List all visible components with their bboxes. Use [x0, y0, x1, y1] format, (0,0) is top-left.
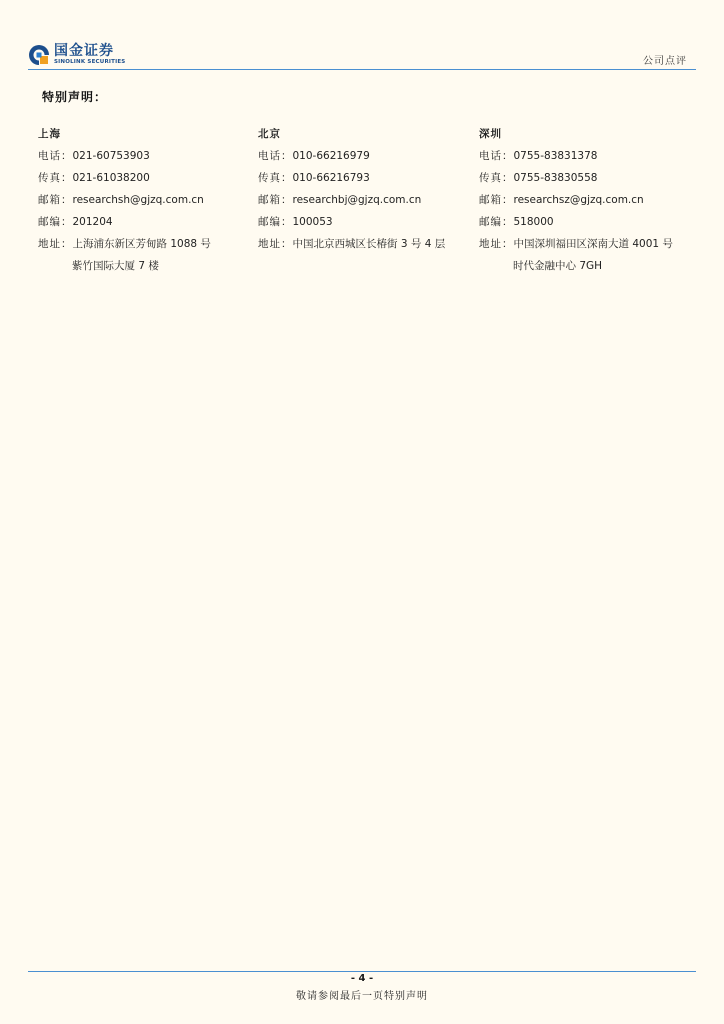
report-type-label: 公司点评 [643, 56, 687, 67]
zip-value: 201204 [72, 216, 113, 228]
email-row [258, 194, 445, 216]
address-line-1: 中国北京西城区长椿街 3 号 4 层 [292, 238, 446, 250]
footer-divider [28, 971, 696, 972]
phone-value: 0755-83831378 [513, 150, 598, 162]
logo-chinese-text: 国金证券 [54, 43, 114, 59]
office-shenzhen [479, 128, 673, 282]
address-line-1: 中国深圳福田区深南大道 4001 号 [513, 238, 673, 250]
address-label: 地址： [479, 238, 514, 250]
address-label: 地址： [38, 238, 73, 250]
zip-label: 邮编： [258, 216, 293, 228]
phone-value: 021-60753903 [72, 150, 150, 162]
fax-label: 传真： [479, 172, 514, 184]
fax-row [258, 172, 445, 194]
phone-row [258, 150, 445, 172]
company-logo [28, 42, 125, 68]
address-row [258, 238, 445, 260]
email-row [479, 194, 673, 216]
logo-mark-icon [28, 44, 50, 66]
fax-label: 传真： [258, 172, 293, 184]
phone-value: 010-66216979 [292, 150, 370, 162]
email-label: 邮箱： [38, 194, 73, 206]
fax-value: 0755-83830558 [513, 172, 598, 184]
office-name: 上海 [38, 128, 61, 140]
fax-label: 传真： [38, 172, 73, 184]
office-shanghai [38, 128, 211, 282]
phone-label: 电话： [38, 150, 73, 162]
fax-row [479, 172, 673, 194]
address-label: 地址： [258, 238, 293, 250]
zip-label: 邮编： [38, 216, 73, 228]
address-line-1: 上海浦东新区芳甸路 1088 号 [72, 238, 211, 250]
address-row [38, 238, 211, 260]
phone-label: 电话： [258, 150, 293, 162]
email-value: researchbj@gjzq.com.cn [292, 194, 422, 206]
email-label: 邮箱： [479, 194, 514, 206]
header-divider [28, 69, 696, 70]
office-name: 北京 [258, 128, 281, 140]
zip-label: 邮编： [479, 216, 514, 228]
logo-english-text: SINOLINK SECURITIES [54, 59, 126, 65]
address-line-2: 时代金融中心 7GH [513, 260, 603, 272]
office-name: 深圳 [479, 128, 502, 140]
email-value: researchsz@gjzq.com.cn [513, 194, 644, 206]
zip-value: 100053 [292, 216, 333, 228]
phone-row [479, 150, 673, 172]
phone-label: 电话： [479, 150, 514, 162]
page-number: - 4 - [350, 973, 374, 984]
office-beijing [258, 128, 445, 260]
zip-row [258, 216, 445, 238]
email-label: 邮箱： [258, 194, 293, 206]
footer-disclaimer-note: 敬请参阅最后一页特别声明 [296, 991, 428, 1002]
phone-row [38, 150, 211, 172]
email-value: researchsh@gjzq.com.cn [72, 194, 204, 206]
page-header [0, 0, 724, 72]
fax-value: 021-61038200 [72, 172, 150, 184]
zip-row [38, 216, 211, 238]
address-row [479, 238, 673, 260]
section-title: 特别声明： [42, 90, 108, 104]
fax-row [38, 172, 211, 194]
zip-value: 518000 [513, 216, 554, 228]
zip-row [479, 216, 673, 238]
address-line-2: 紫竹国际大厦 7 楼 [72, 260, 159, 272]
fax-value: 010-66216793 [292, 172, 370, 184]
email-row [38, 194, 211, 216]
